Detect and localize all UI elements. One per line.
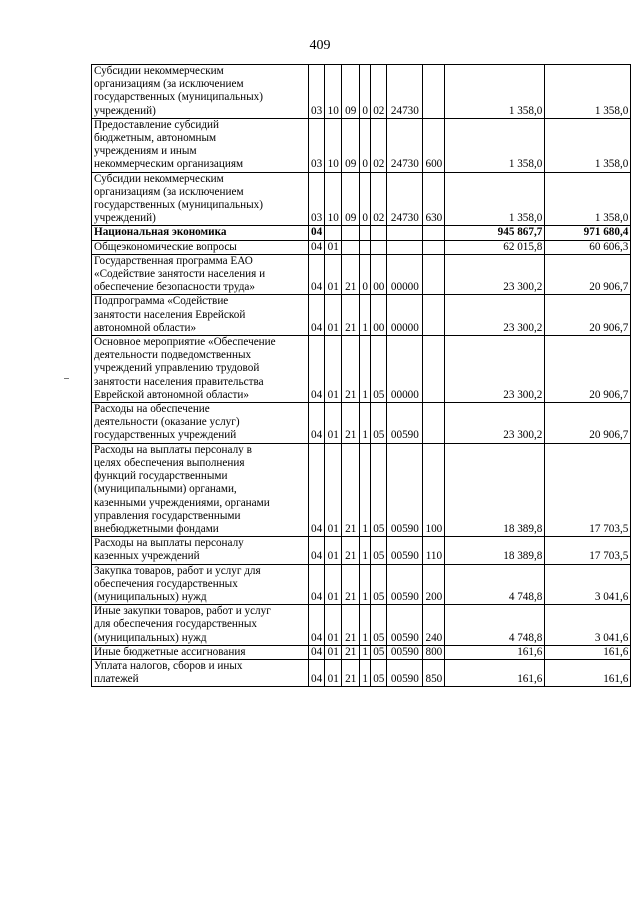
item-name-line: (муниципальных) нужд <box>94 631 207 644</box>
sum-year2-cell: 20 906,7 <box>545 336 631 403</box>
item-name-line: организациям (за исключением <box>94 78 244 91</box>
activity-cell: 05 <box>371 403 387 444</box>
table-row <box>92 605 631 646</box>
code-cell: 00000 <box>387 254 423 295</box>
podrazdel-cell: 10 <box>325 118 342 172</box>
program-cell: 21 <box>342 336 360 403</box>
razdel-cell: 03 <box>309 118 325 172</box>
activity-cell: 05 <box>371 537 387 564</box>
table-row <box>92 564 631 605</box>
table-row <box>92 443 631 536</box>
expense-type-cell: 850 <box>423 659 445 686</box>
margin-mark <box>64 378 69 379</box>
expense-type-cell: 110 <box>423 537 445 564</box>
expense-type-cell: 200 <box>423 564 445 605</box>
code-cell: 00590 <box>387 659 423 686</box>
sum-year2-cell: 3 041,6 <box>545 605 631 646</box>
expense-type-cell <box>423 65 445 119</box>
item-name-line: учреждений) <box>94 212 156 225</box>
podrazdel-cell: 01 <box>325 537 342 564</box>
activity-cell <box>371 240 387 254</box>
item-name-line: внебюджетными фондами <box>94 522 219 535</box>
item-name-line: целях обеспечения выполнения <box>94 456 245 469</box>
sum-year1-cell: 18 389,8 <box>445 443 545 536</box>
razdel-cell: 04 <box>309 564 325 605</box>
code-cell: 00590 <box>387 403 423 444</box>
subprogram-cell: 1 <box>360 605 371 646</box>
program-cell: 21 <box>342 605 360 646</box>
item-name-cell <box>92 403 309 444</box>
sum-year2-cell: 20 906,7 <box>545 295 631 336</box>
sum-year2-cell: 60 606,3 <box>545 240 631 254</box>
sum-year1-cell: 23 300,2 <box>445 254 545 295</box>
item-name-cell <box>92 336 309 403</box>
activity-cell: 02 <box>371 118 387 172</box>
sum-year1-cell: 945 867,7 <box>445 226 545 240</box>
expense-type-cell: 600 <box>423 118 445 172</box>
item-name-line: функций государственными <box>94 470 228 483</box>
item-name-line: Расходы на выплаты персоналу <box>94 537 244 550</box>
code-cell <box>387 240 423 254</box>
sum-year2-cell: 1 358,0 <box>545 172 631 226</box>
razdel-cell: 03 <box>309 65 325 119</box>
activity-cell: 05 <box>371 605 387 646</box>
subprogram-cell: 1 <box>360 659 371 686</box>
activity-cell: 05 <box>371 564 387 605</box>
item-name-line: Общеэкономические вопросы <box>94 240 237 253</box>
subprogram-cell <box>360 240 371 254</box>
subprogram-cell: 1 <box>360 403 371 444</box>
item-name-cell <box>92 118 309 172</box>
sum-year1-cell: 161,6 <box>445 659 545 686</box>
expense-type-cell: 800 <box>423 645 445 659</box>
expense-type-cell <box>423 403 445 444</box>
podrazdel-cell: 01 <box>325 240 342 254</box>
item-name-line: Закупка товаров, работ и услуг для <box>94 564 261 577</box>
item-name-line: обеспечение безопасности труда» <box>94 281 255 294</box>
podrazdel-cell: 01 <box>325 336 342 403</box>
table-row <box>92 295 631 336</box>
program-cell: 09 <box>342 65 360 119</box>
expense-type-cell <box>423 226 445 240</box>
expense-type-cell <box>423 254 445 295</box>
code-cell: 00000 <box>387 336 423 403</box>
sum-year2-cell: 161,6 <box>545 645 631 659</box>
activity-cell: 05 <box>371 443 387 536</box>
subprogram-cell <box>360 226 371 240</box>
razdel-cell: 04 <box>309 537 325 564</box>
table-row <box>92 336 631 403</box>
subprogram-cell: 1 <box>360 564 371 605</box>
item-name-line: автономной области» <box>94 321 197 334</box>
item-name-line: Основное мероприятие «Обеспечение <box>94 336 276 349</box>
podrazdel-cell: 01 <box>325 645 342 659</box>
table-row <box>92 254 631 295</box>
podrazdel-cell: 10 <box>325 172 342 226</box>
sum-year2-cell: 17 703,5 <box>545 443 631 536</box>
item-name-line: Предоставление субсидий <box>94 118 220 131</box>
sum-year1-cell: 23 300,2 <box>445 295 545 336</box>
item-name-line: (муниципальными) органами, <box>94 483 237 496</box>
item-name-line: Еврейской автономной области» <box>94 388 249 401</box>
sum-year2-cell: 1 358,0 <box>545 65 631 119</box>
podrazdel-cell: 01 <box>325 295 342 336</box>
item-name-line: бюджетным, автономным <box>94 132 217 145</box>
program-cell: 21 <box>342 659 360 686</box>
item-name-line: занятости населения правительства <box>94 375 264 388</box>
item-name-line: Подпрограмма «Содействие <box>94 295 229 308</box>
page-number: 409 <box>309 38 331 53</box>
item-name-cell <box>92 659 309 686</box>
table-row <box>92 403 631 444</box>
program-cell: 21 <box>342 564 360 605</box>
program-cell: 21 <box>342 295 360 336</box>
program-cell: 21 <box>342 254 360 295</box>
sum-year2-cell: 161,6 <box>545 659 631 686</box>
item-name-line: «Содействие занятости населения и <box>94 268 266 281</box>
expense-type-cell: 100 <box>423 443 445 536</box>
program-cell <box>342 240 360 254</box>
sum-year1-cell: 23 300,2 <box>445 336 545 403</box>
item-name-line: государственных (муниципальных) <box>94 91 263 104</box>
sum-year1-cell: 4 748,8 <box>445 564 545 605</box>
item-name-line: Государственная программа ЕАО <box>94 254 253 267</box>
item-name-cell <box>92 254 309 295</box>
activity-cell: 05 <box>371 336 387 403</box>
item-name-cell <box>92 645 309 659</box>
item-name-line: некоммерческим организациям <box>94 158 244 171</box>
code-cell: 00590 <box>387 645 423 659</box>
program-cell: 21 <box>342 645 360 659</box>
subprogram-cell: 1 <box>360 645 371 659</box>
expense-type-cell <box>423 240 445 254</box>
table-row <box>92 226 631 240</box>
expense-type-cell <box>423 336 445 403</box>
item-name-line: Национальная экономика <box>94 226 227 239</box>
sum-year2-cell: 20 906,7 <box>545 254 631 295</box>
item-name-line: казенных учреждений <box>94 550 200 563</box>
item-name-cell <box>92 537 309 564</box>
item-name-line: обеспечения государственных <box>94 577 238 590</box>
item-name-line: Субсидии некоммерческим <box>94 65 224 77</box>
item-name-line: платежей <box>94 673 139 686</box>
expense-type-cell <box>423 295 445 336</box>
item-name-cell <box>92 443 309 536</box>
table-body <box>92 65 631 687</box>
item-name-cell <box>92 226 309 240</box>
table-row <box>92 65 631 119</box>
sum-year2-cell: 17 703,5 <box>545 537 631 564</box>
code-cell: 00000 <box>387 295 423 336</box>
sum-year1-cell: 1 358,0 <box>445 118 545 172</box>
sum-year1-cell: 18 389,8 <box>445 537 545 564</box>
activity-cell: 00 <box>371 295 387 336</box>
activity-cell: 00 <box>371 254 387 295</box>
item-name-cell <box>92 172 309 226</box>
item-name-line: Субсидии некоммерческим <box>94 172 224 185</box>
razdel-cell: 04 <box>309 240 325 254</box>
table-row <box>92 118 631 172</box>
sum-year2-cell: 20 906,7 <box>545 403 631 444</box>
razdel-cell: 04 <box>309 254 325 295</box>
code-cell: 00590 <box>387 443 423 536</box>
activity-cell: 02 <box>371 65 387 119</box>
sum-year1-cell: 1 358,0 <box>445 65 545 119</box>
item-name-line: (муниципальных) нужд <box>94 590 207 603</box>
program-cell: 21 <box>342 443 360 536</box>
subprogram-cell: 0 <box>360 65 371 119</box>
activity-cell <box>371 226 387 240</box>
podrazdel-cell: 01 <box>325 254 342 295</box>
sum-year1-cell: 62 015,8 <box>445 240 545 254</box>
activity-cell: 05 <box>371 645 387 659</box>
subprogram-cell: 1 <box>360 443 371 536</box>
item-name-line: учреждений) <box>94 104 156 117</box>
item-name-line: занятости населения Еврейской <box>94 308 246 321</box>
program-cell <box>342 226 360 240</box>
item-name-line: Иные бюджетные ассигнования <box>94 645 246 658</box>
item-name-cell <box>92 65 309 119</box>
razdel-cell: 04 <box>309 645 325 659</box>
activity-cell: 02 <box>371 172 387 226</box>
podrazdel-cell: 01 <box>325 659 342 686</box>
item-name-line: деятельности (оказание услуг) <box>94 416 240 429</box>
podrazdel-cell: 01 <box>325 443 342 536</box>
item-name-line: государственных учреждений <box>94 429 237 442</box>
subprogram-cell: 0 <box>360 254 371 295</box>
razdel-cell: 04 <box>309 443 325 536</box>
item-name-line: для обеспечения государственных <box>94 618 258 631</box>
code-cell: 24730 <box>387 172 423 226</box>
expense-type-cell: 630 <box>423 172 445 226</box>
podrazdel-cell: 01 <box>325 564 342 605</box>
razdel-cell: 04 <box>309 403 325 444</box>
code-cell: 24730 <box>387 118 423 172</box>
program-cell: 21 <box>342 537 360 564</box>
table-row <box>92 537 631 564</box>
code-cell <box>387 226 423 240</box>
item-name-line: казенными учреждениями, органами <box>94 496 270 509</box>
item-name-line: управления государственными <box>94 509 241 522</box>
item-name-line: учреждениям и иным <box>94 145 197 158</box>
item-name-line: деятельности подведомственных <box>94 349 252 362</box>
table-row <box>92 659 631 686</box>
sum-year2-cell: 971 680,4 <box>545 226 631 240</box>
razdel-cell: 04 <box>309 659 325 686</box>
sum-year1-cell: 23 300,2 <box>445 403 545 444</box>
subprogram-cell: 1 <box>360 537 371 564</box>
podrazdel-cell: 01 <box>325 605 342 646</box>
item-name-line: Уплата налогов, сборов и иных <box>94 659 243 672</box>
program-cell: 09 <box>342 172 360 226</box>
sum-year1-cell: 161,6 <box>445 645 545 659</box>
code-cell: 00590 <box>387 564 423 605</box>
subprogram-cell: 0 <box>360 118 371 172</box>
item-name-line: Иные закупки товаров, работ и услуг <box>94 605 271 618</box>
subprogram-cell: 0 <box>360 172 371 226</box>
podrazdel-cell <box>325 226 342 240</box>
table-row <box>92 172 631 226</box>
sum-year2-cell: 3 041,6 <box>545 564 631 605</box>
table-row <box>92 645 631 659</box>
razdel-cell: 04 <box>309 605 325 646</box>
razdel-cell: 04 <box>309 336 325 403</box>
expense-type-cell: 240 <box>423 605 445 646</box>
item-name-cell <box>92 564 309 605</box>
sum-year2-cell: 1 358,0 <box>545 118 631 172</box>
table-row <box>92 240 631 254</box>
code-cell: 24730 <box>387 65 423 119</box>
code-cell: 00590 <box>387 537 423 564</box>
item-name-cell <box>92 605 309 646</box>
sum-year1-cell: 1 358,0 <box>445 172 545 226</box>
item-name-line: организациям (за исключением <box>94 185 244 198</box>
subprogram-cell: 1 <box>360 295 371 336</box>
subprogram-cell: 1 <box>360 336 371 403</box>
razdel-cell: 04 <box>309 226 325 240</box>
program-cell: 21 <box>342 403 360 444</box>
sum-year1-cell: 4 748,8 <box>445 605 545 646</box>
razdel-cell: 04 <box>309 295 325 336</box>
budget-table <box>91 64 631 687</box>
podrazdel-cell: 01 <box>325 403 342 444</box>
item-name-line: Расходы на обеспечение <box>94 403 210 416</box>
item-name-line: учреждений управлению трудовой <box>94 362 260 375</box>
activity-cell: 05 <box>371 659 387 686</box>
item-name-line: государственных (муниципальных) <box>94 199 263 212</box>
item-name-line: Расходы на выплаты персоналу в <box>94 443 252 456</box>
podrazdel-cell: 10 <box>325 65 342 119</box>
razdel-cell: 03 <box>309 172 325 226</box>
item-name-cell <box>92 295 309 336</box>
program-cell: 09 <box>342 118 360 172</box>
code-cell: 00590 <box>387 605 423 646</box>
item-name-cell <box>92 240 309 254</box>
